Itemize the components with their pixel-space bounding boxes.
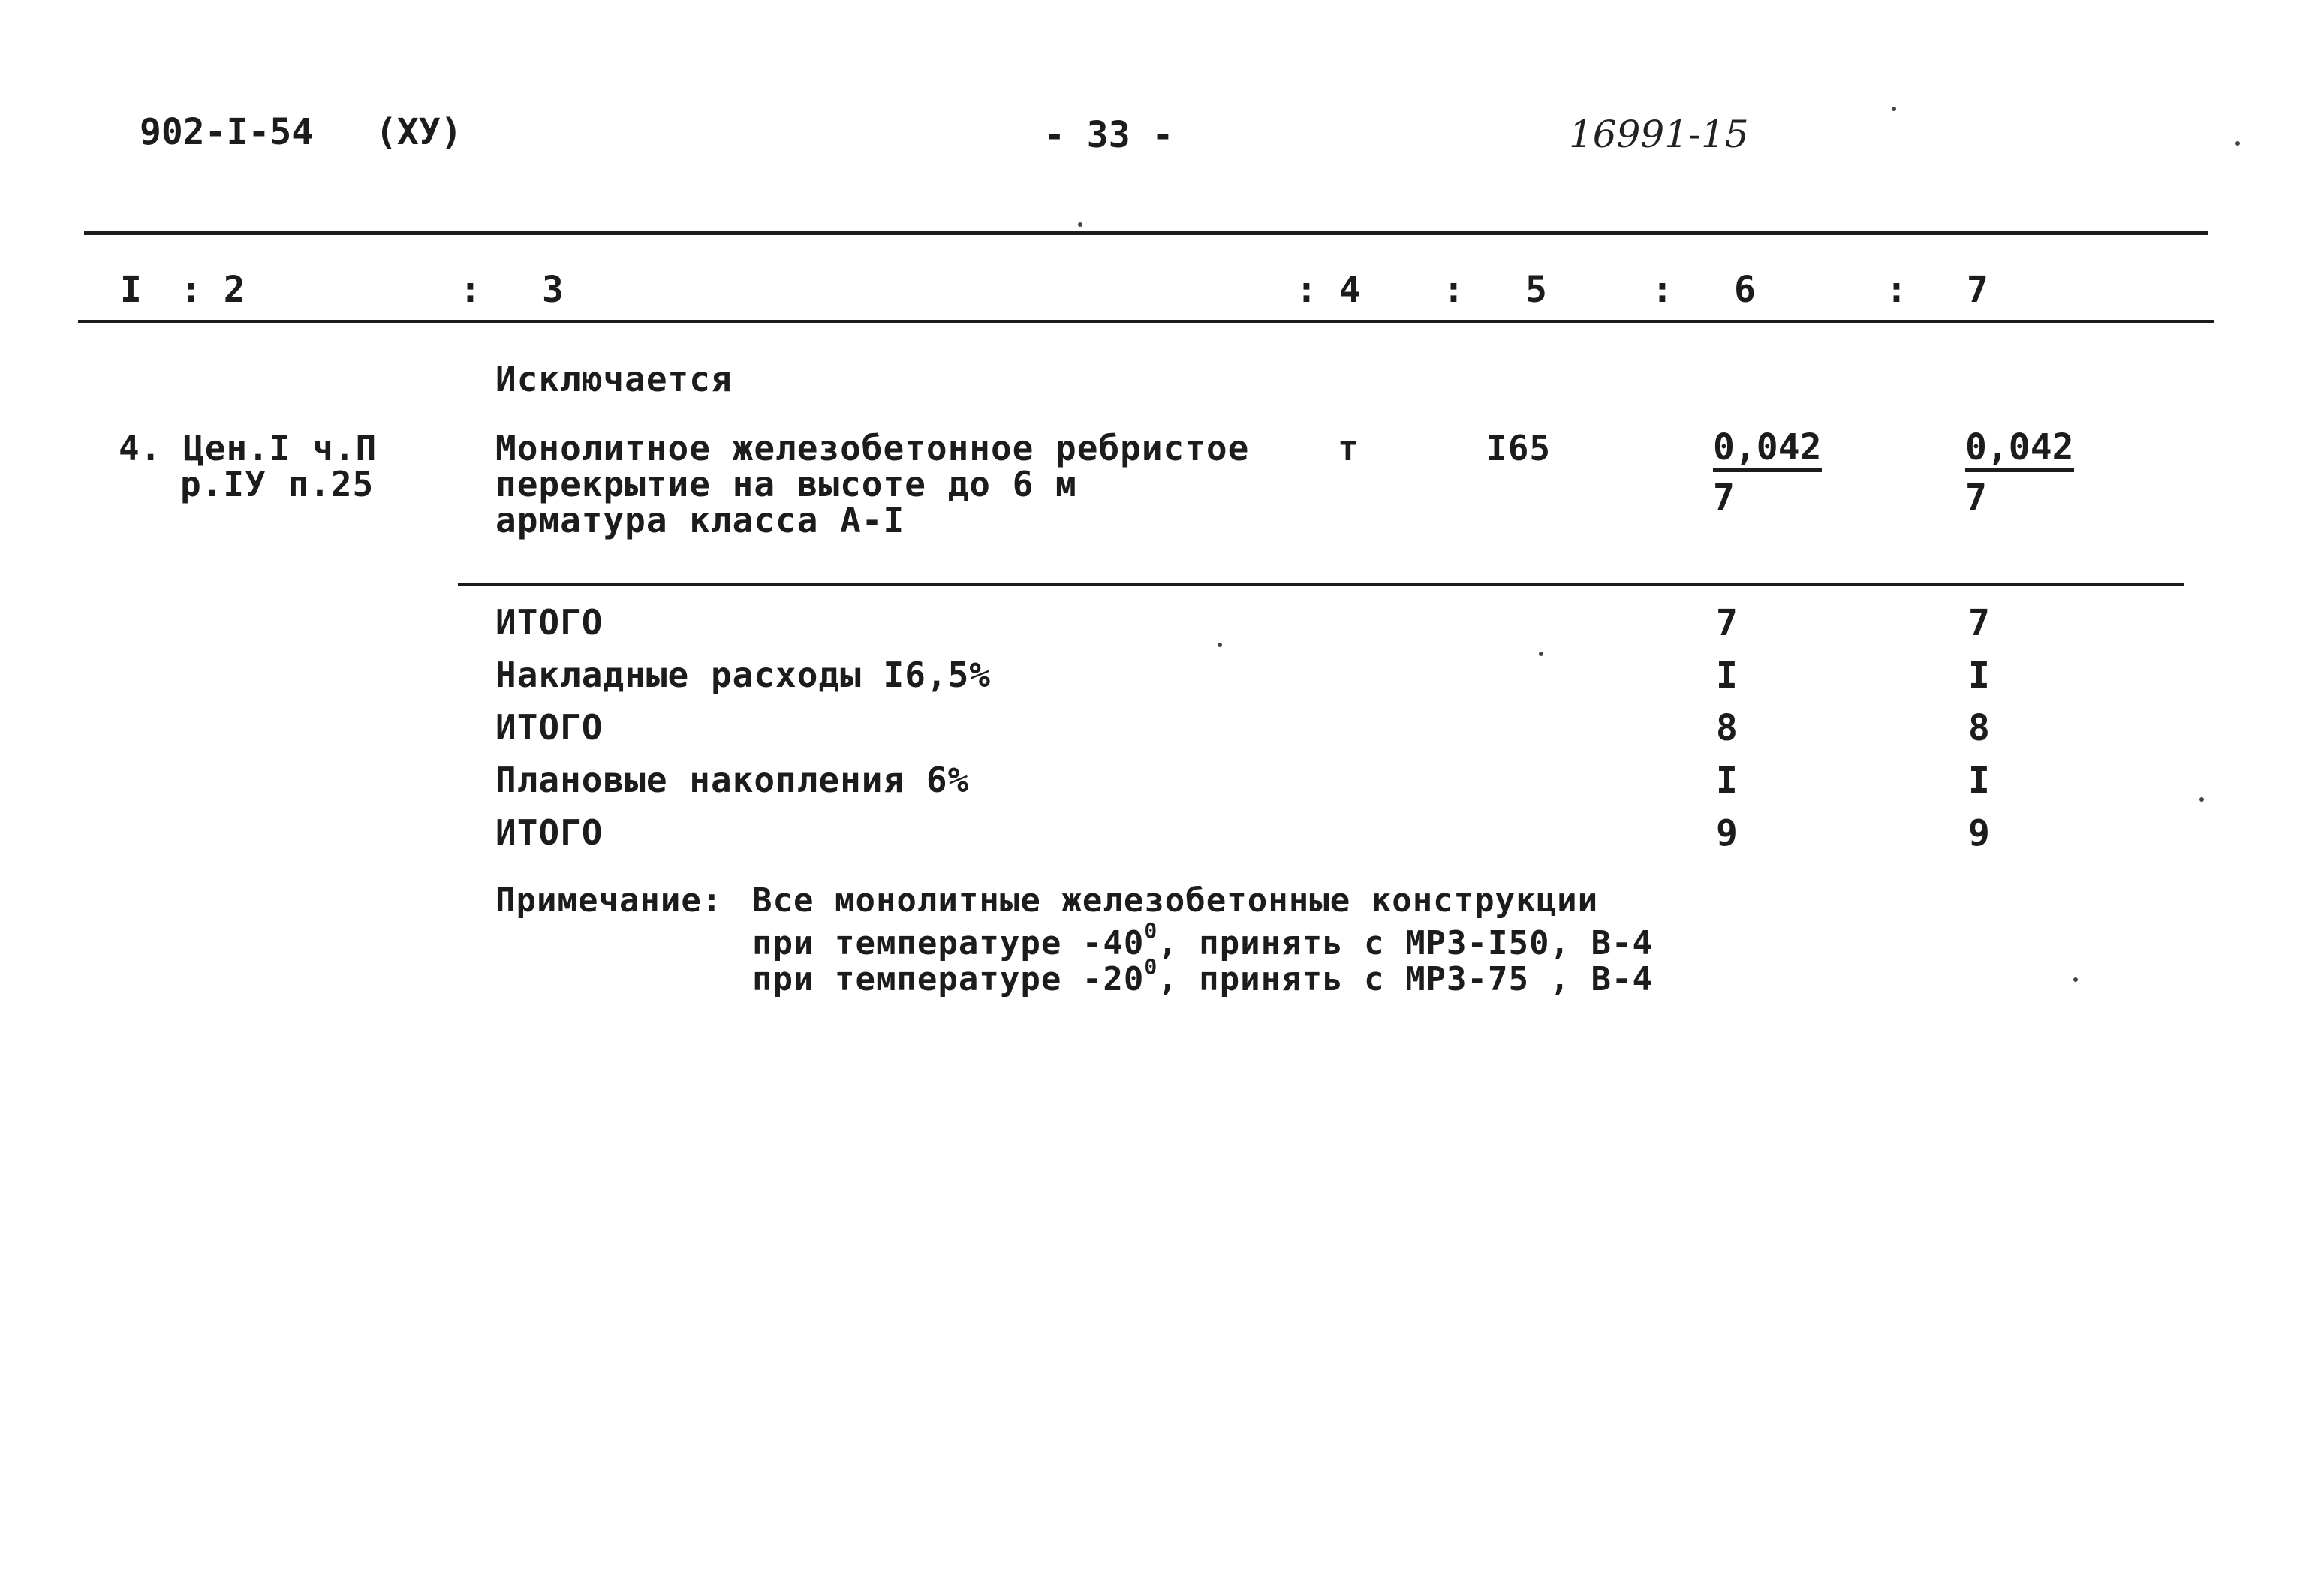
col-header-1: I (120, 269, 142, 311)
table-header-rule (78, 320, 2214, 323)
totals-label: ИТОГО (495, 707, 604, 748)
item-col7-fraction (1965, 426, 2074, 519)
col-header-4: : 4 (1296, 269, 1361, 311)
document-code: 902-I-54 (140, 111, 314, 153)
item-col7-numerator: 0,042 (1965, 429, 2074, 472)
planned-savings-col6: I (1716, 760, 1738, 802)
note-line1: Все монолитные железобетонные конструкции (752, 881, 1599, 920)
scan-speck (2073, 977, 2078, 982)
scan-speck (1078, 222, 1082, 227)
scan-speck (1539, 652, 1543, 656)
overhead-col6: I (1716, 655, 1738, 697)
item-unit: т (1338, 428, 1359, 468)
note-label: Примечание: (495, 881, 723, 920)
totals-col6: 9 (1716, 812, 1738, 854)
col-separator: : (459, 269, 481, 311)
totals-col7: 8 (1968, 707, 1990, 749)
item-reference-line1: 4. Цен.I ч.П (119, 428, 378, 468)
scan-speck (2199, 797, 2204, 802)
totals-col6: 7 (1716, 602, 1738, 644)
col-header-2: : 2 (180, 269, 245, 311)
totals-col7: 9 (1968, 812, 1990, 854)
item-col6-fraction (1713, 426, 1822, 519)
table-top-rule (84, 231, 2208, 235)
note-line2: при температуре $-40^0$, принять с МРЗ-I50, В-4 (752, 918, 1653, 962)
item-description-line1: Монолитное железобетонное ребристое (495, 428, 1250, 468)
document-series: (XУ) (375, 111, 462, 153)
excluded-label: Исключается (495, 359, 733, 399)
scan-speck (1892, 107, 1896, 111)
planned-savings-label: Плановые накопления 6% (495, 760, 970, 800)
scan-speck (2235, 141, 2240, 146)
item-description-line2: перекрытие на высоте до 6 м (495, 464, 1077, 504)
planned-savings-col7: I (1968, 760, 1990, 802)
col-header-5: 5 (1525, 269, 1547, 311)
totals-col7: 7 (1968, 602, 1990, 644)
item-reference-line2: р.IУ п.25 (180, 464, 375, 504)
scan-speck (1218, 643, 1222, 647)
col-separator: : (1886, 269, 1907, 311)
col-header-6: 6 (1734, 269, 1756, 311)
item-description-line3: арматура класса А-I (495, 500, 905, 541)
col-separator: : (1651, 269, 1673, 311)
totals-col6: 8 (1716, 707, 1738, 749)
col-separator: : (1443, 269, 1465, 311)
item-col6-denominator: 7 (1713, 477, 1735, 519)
item-col6-numerator: 0,042 (1713, 429, 1822, 472)
overhead-label: Накладные расходы I6,5% (495, 655, 991, 695)
item-col7-denominator: 7 (1965, 477, 1987, 519)
note-line3: при температуре $-20^0$, принять с МРЗ-75 , В-4 (752, 954, 1653, 998)
totals-label: ИТОГО (495, 602, 604, 643)
totals-label: ИТОГО (495, 812, 604, 853)
col-header-7: 7 (1967, 269, 1988, 311)
col-header-3: 3 (542, 269, 564, 311)
overhead-col7: I (1968, 655, 1990, 697)
item-quantity: I65 (1486, 428, 1552, 468)
totals-rule (458, 583, 2184, 586)
handwritten-number: 16991-15 (1569, 113, 1749, 156)
page-number: - 33 - (1043, 114, 1174, 156)
